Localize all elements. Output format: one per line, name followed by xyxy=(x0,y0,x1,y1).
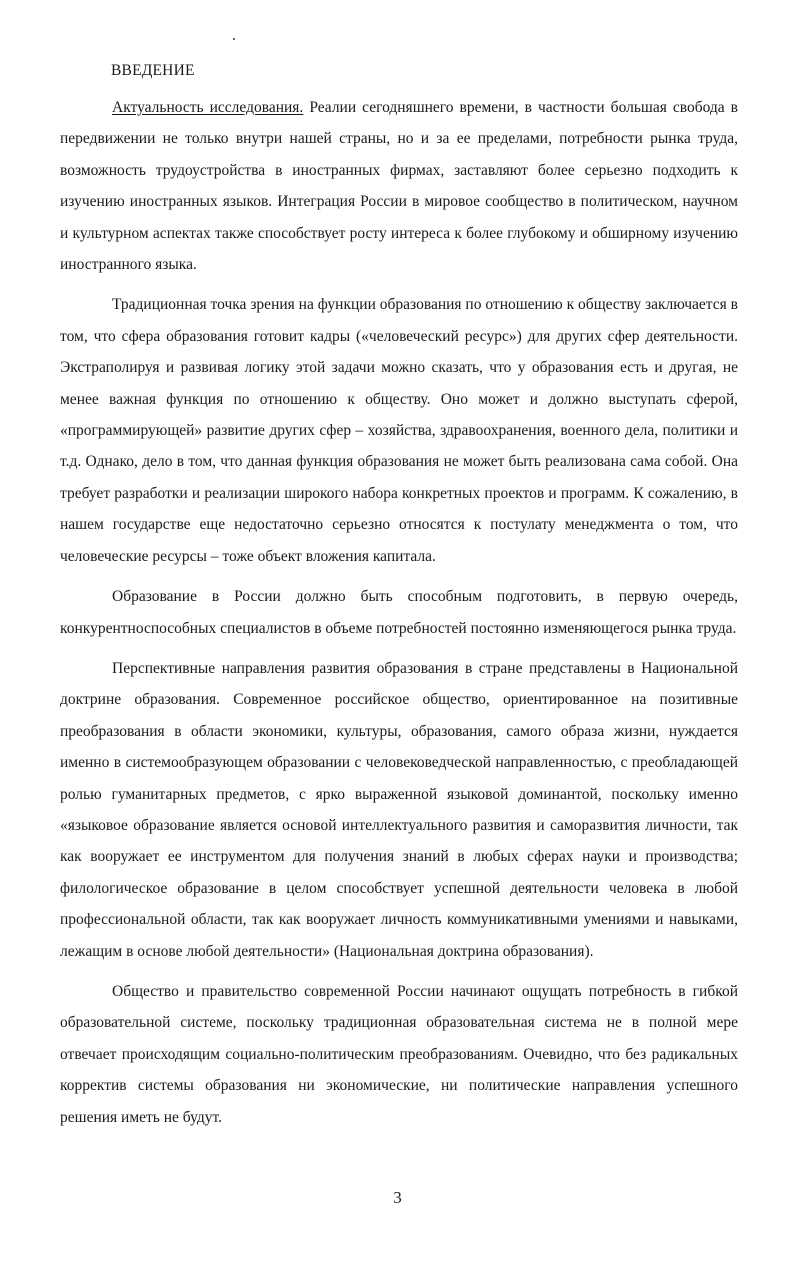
paragraph-national-doctrine: Перспективные направления развития образования в стране представлены в Национальной доктрине образования. Современное российское общество, ориентированное на позитивные преобразования в области экономики, культуры, образования, самого образа жизни, нуждается именно в системообразующем образовании с человековедческой направленностью, с преобладающей ролью гуманитарных предметов, с ярко выраженной языковой доминантой, поскольку именно «языковое образование является основой интеллектуального развития и саморазвития личности, так как вооружает ее инструментом для получения знаний в любых сферах науки и производства; филологическое образование в целом способствует успешной деятельности человека в любой профессиональной области, так как вооружает личность коммуникативными умениями и навыками, лежащим в основе любой деятельности» (Национальная доктрина образования). xyxy=(60,659,738,960)
page-number: 3 xyxy=(393,1188,402,1207)
body-text xyxy=(60,92,738,1133)
paragraph-education-russia: Образование в России должно быть способным подготовить, в первую очередь, конкурентноспособных специалистов в объеме потребностей постоянно изменяющегося рынка труда. xyxy=(60,588,738,637)
paragraph-education-functions: Традиционная точка зрения на функции образования по отношению к обществу заключается в том, что сфера образования готовит кадры («человеческий ресурс») для других сфер деятельности. Экстраполируя и развивая логику этой задачи можно сказать, что у образования есть и другая, не менее важная функция по отношению к обществу. Оно может и должно выступать сферой, «программирующей» развитие других сфер – хозяйства, здравоохранения, военного дела, политики и т.д. Однако, дело в том, что данная функция образования не может быть реализована сама собой. Она требует разработки и реализации широкого набора конкретных проектов и программ. К сожалению, в нашем государстве еще недостаточно серьезно относятся к постулату менеджмента о том, что человеческие ресурсы – тоже объект вложения капитала. xyxy=(60,296,738,565)
scan-speck xyxy=(233,38,235,40)
paragraph-society-government: Общество и правительство современной России начинают ощущать потребность в гибкой образовательной системе, поскольку традиционная образовательная система не в полной мере отвечает происходящим социально-политическим преобразованиям. Очевидно, что без радикальных корректив системы образования ни экономические, ни политические направления успешного решения иметь не будут. xyxy=(60,982,738,1126)
paragraph-text: Реалии сегодняшнего времени, в частности большая свобода в передвижении не только внутри нашей страны, но и за ее пределами, потребности рынка труда, возможность трудоустройства в иностранных фирмах, заставляют более серьезно подходить к изучению иностранных языков. Интеграция России в мировое сообщество в политическом, научном и культурном аспектах также способствует росту интереса к более глубокому и обширному изучению иностранного языка. xyxy=(60,99,738,274)
relevance-lead: Актуальность исследования. xyxy=(112,99,304,116)
section-heading: ВВЕДЕНИЕ xyxy=(111,62,195,79)
paragraph-relevance xyxy=(60,92,738,280)
